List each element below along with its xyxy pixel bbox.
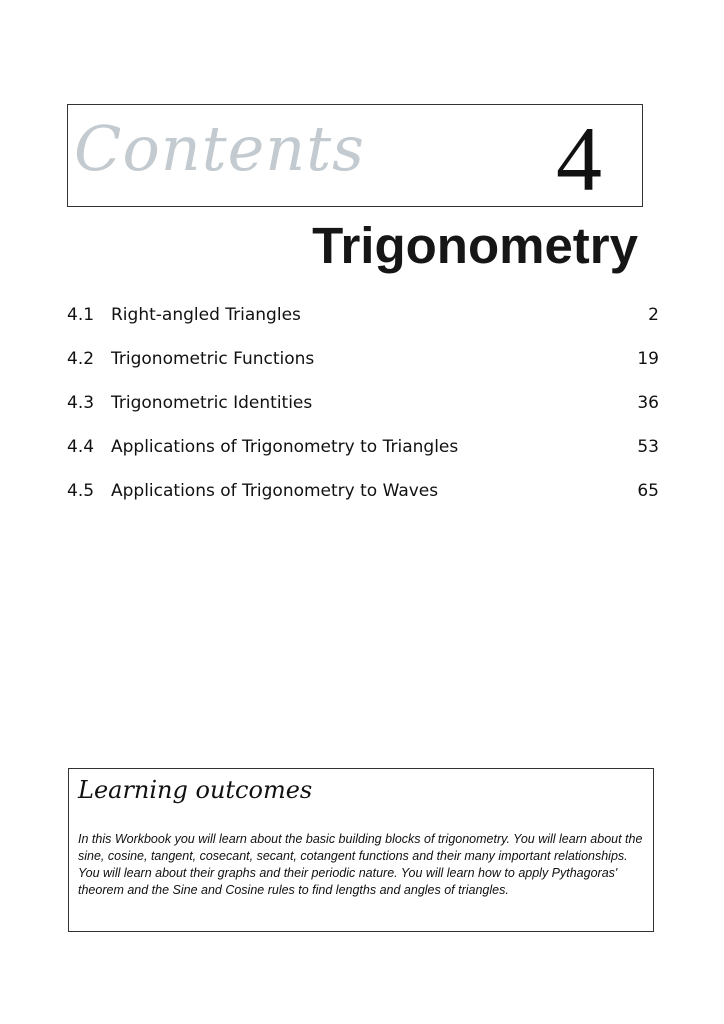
toc-entry-title: Applications of Trigonometry to Waves [111, 481, 439, 501]
toc-entry-4-5[interactable] [67, 474, 659, 518]
table-of-contents [67, 298, 659, 518]
toc-entry-page: 2 [648, 305, 659, 325]
toc-entry-number: 4.4 [67, 437, 95, 457]
toc-entry-page: 36 [637, 393, 659, 413]
toc-entry-4-4[interactable] [67, 430, 659, 474]
page-title: Trigonometry [312, 217, 638, 274]
contents-header-box [67, 104, 643, 210]
toc-entry-4-2[interactable] [67, 342, 659, 386]
toc-entry-title: Trigonometric Functions [111, 349, 315, 369]
toc-entry-title: Right-angled Triangles [111, 305, 301, 325]
toc-entry-4-3[interactable] [67, 386, 659, 430]
toc-entry-4-1[interactable] [67, 298, 659, 342]
toc-entry-number: 4.1 [67, 305, 95, 325]
toc-entry-title: Trigonometric Identities [111, 393, 313, 413]
contents-label: Contents [74, 112, 365, 185]
learning-outcomes-heading: Learning outcomes [78, 776, 313, 804]
toc-entry-number: 4.2 [67, 349, 95, 369]
toc-entry-number: 4.3 [67, 393, 95, 413]
toc-entry-page: 19 [637, 349, 659, 369]
learning-outcomes-box [68, 768, 654, 932]
toc-entry-page: 65 [637, 481, 659, 501]
learning-outcomes-text: In this Workbook you will learn about the basic building blocks of trigonometry. You will learn about the sine, cosine, tangent, cosecant, secant, cotangent functions and their many important relationships. You will learn about their graphs and their periodic nature. You will learn how to apply Pythagoras' theorem and the Sine and Cosine rules to find lengths and angles of triangles. [78, 832, 643, 897]
toc-entry-page: 53 [637, 437, 659, 457]
toc-entry-number: 4.5 [67, 481, 95, 501]
toc-entry-title: Applications of Trigonometry to Triangles [111, 437, 459, 457]
workbook-number: 4 [556, 108, 602, 210]
